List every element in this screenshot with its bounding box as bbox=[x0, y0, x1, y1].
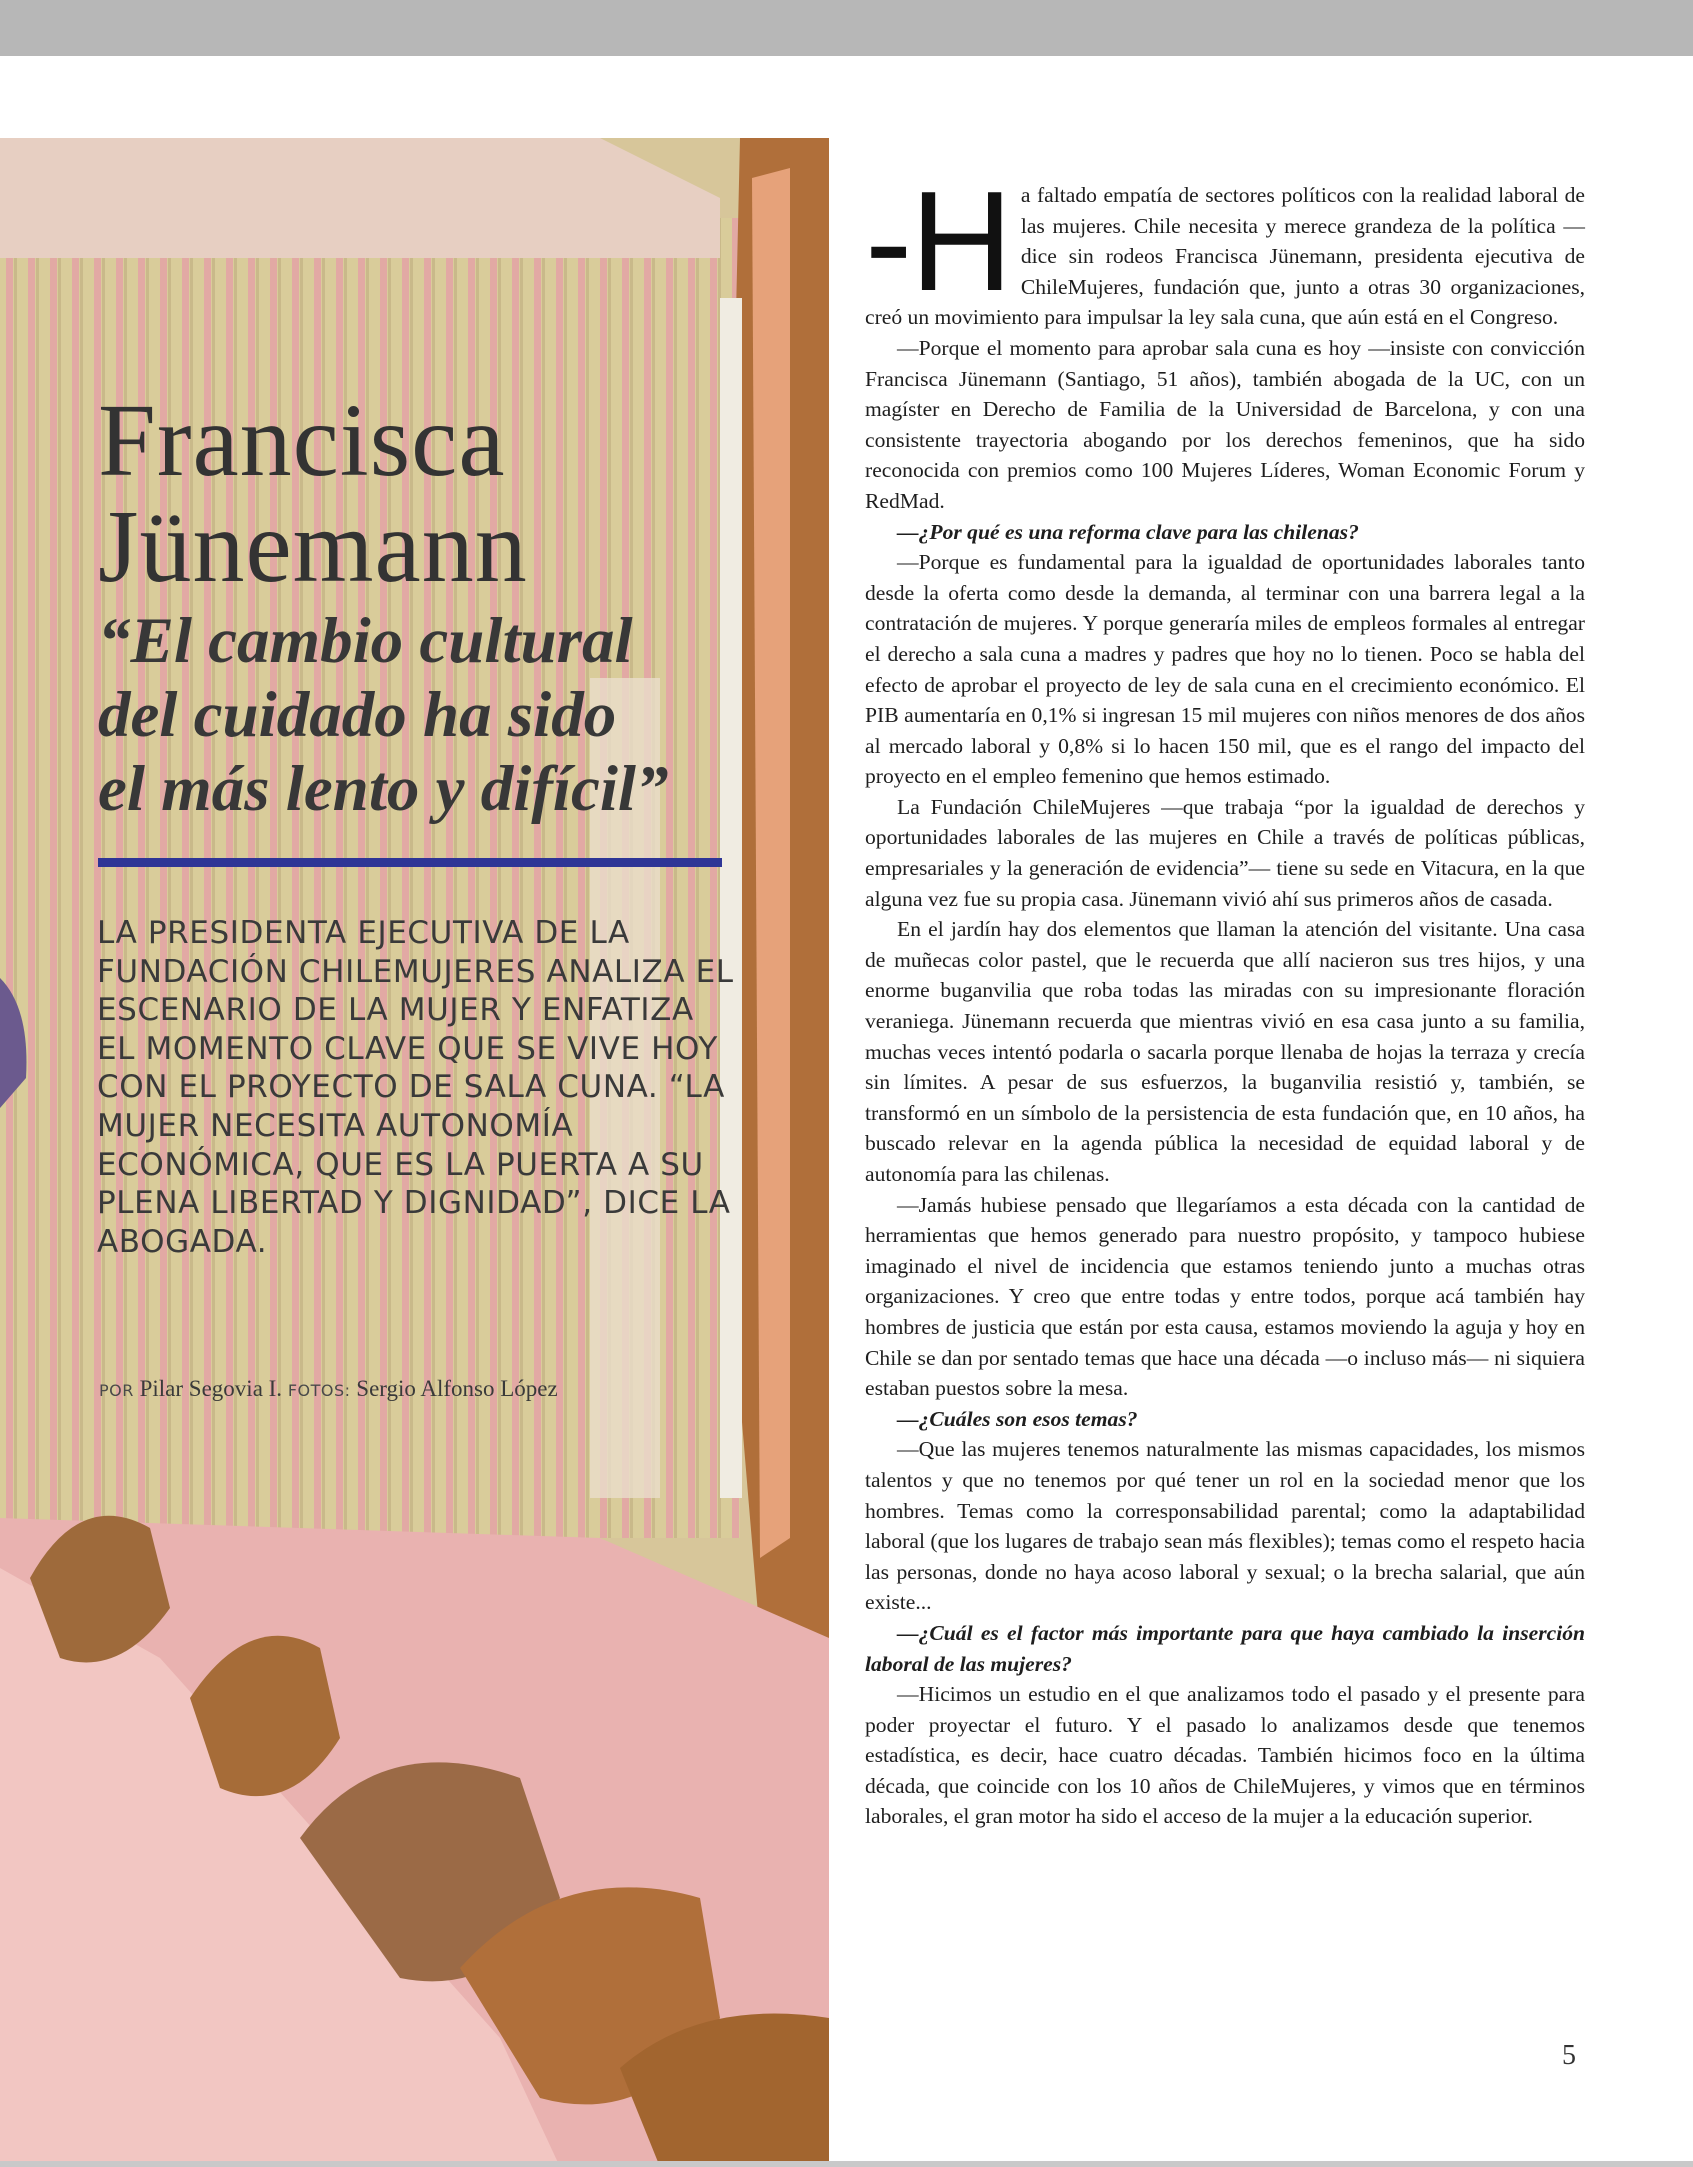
paragraph: a faltado empatía de sectores políticos con la realidad laboral de las mujeres. Chile necesita y merece grandeza de la política —dice sin rodeos Francisca Jünemann, presidenta ejecutiva de ChileMujeres, fundación que, junto a otras 30 organizaciones, creó un movimiento para impulsar la ley sala cuna, que aún está en el Congreso. bbox=[865, 183, 1585, 330]
paragraph: —Porque el momento para aprobar sala cuna es hoy —insiste con convicción Francisca Jünemann (Santiago, 51 años), también abogada de la UC, con un magíster en Derecho de Familia de la Universidad de Barcelona, y con una consistente trayectoria abogando por los derechos femeninos, que ha sido reconocida con premios como 100 Mujeres Líderes, Woman Economic Forum y RedMad. bbox=[865, 335, 1585, 513]
interview-question: —¿Cuáles son esos temas? bbox=[897, 1406, 1138, 1431]
headline-divider bbox=[98, 858, 722, 867]
article-title bbox=[98, 383, 738, 604]
article-subtitle bbox=[98, 604, 738, 826]
paragraph: —Jamás hubiese pensado que llegaríamos a esta década con la cantidad de herramientas que hemos generado para nuestro propósito, y tampoco hubiese imaginado el nivel de incidencia que estamos teniendo junto a muchas otras organizaciones. Y creo que entre todas y entre todos, porque acá también hay hombres de justicia que están por esta causa, estamos moviendo la aguja y hoy en Chile se dan por sentado temas que hace una década —o incluso más— ni siquiera estaban puestos sobre la mesa. bbox=[865, 1192, 1585, 1401]
viewer-top-bar bbox=[0, 0, 1693, 56]
subtitle-line-1: “El cambio cultural bbox=[98, 605, 633, 677]
headline-block bbox=[98, 383, 738, 826]
interview-question: —¿Cuál es el factor más importante para que haya cambiado la inserción laboral de las mujeres? bbox=[865, 1620, 1585, 1676]
title-line-2: Jünemann bbox=[98, 489, 528, 604]
photographer-name: Sergio Alfonso López bbox=[356, 1376, 558, 1401]
title-line-1: Francisca bbox=[98, 383, 506, 498]
author-label: POR bbox=[99, 1381, 134, 1400]
interview-question: —¿Por qué es una reforma clave para las chilenas? bbox=[897, 519, 1359, 544]
subtitle-line-3: el más lento y difícil” bbox=[98, 753, 669, 825]
article-lede: LA PRESIDENTA EJECUTIVA DE LA FUNDACIÓN CHILEMUJERES ANALIZA EL ESCENARIO DE LA MUJER Y ENFATIZA EL MOMENTO CLAVE QUE SE VIVE HOY CON EL PROYECTO DE SALA CUNA. “LA MUJER NECESITA AUTONOMÍA ECONÓMICA, QUE ES LA PUERTA A SU PLENA LIBERTAD Y DIGNIDAD”, DICE LA ABOGADA. bbox=[97, 915, 734, 1260]
author-name: Pilar Segovia I. bbox=[139, 1376, 283, 1401]
paragraph: —Que las mujeres tenemos naturalmente las mismas capacidades, los mismos talentos y que no tenemos por qué tener un rol en la sociedad menor que los hombres. Temas como la corresponsabilidad parental; como la adaptabilidad laboral (que los lugares de trabajo sean más flexibles); temas como el respeto hacia las personas, donde no haya acoso laboral y sexual; o la brecha salarial, que aún existe... bbox=[865, 1437, 1585, 1615]
paragraph: La Fundación ChileMujeres —que trabaja “por la igualdad de derechos y oportunidades laborales de las mujeres en Chile a través de políticas públicas, empresariales y la generación de evidencia”— tiene su sede en Vitacura, en la que alguna vez fue su propia casa. Jünemann vivió ahí sus primeros años de casada. bbox=[865, 794, 1585, 911]
drop-cap: -H bbox=[865, 162, 1011, 321]
viewer-bottom-edge bbox=[0, 2161, 1693, 2167]
paragraph: —Porque es fundamental para la igualdad de oportunidades laborales tanto desde la oferta como desde la demanda, al terminar con una barrera legal a la contratación de mujeres. Y porque generaría miles de empleos formales al entregar el derecho a sala cuna a madres y padres que hoy no lo tienen. Poco se habla del efecto de aprobar el proyecto de ley de sala cuna en el crecimiento económico. El PIB aumentaría en 0,1% si ingresan 15 mil mujeres con niños menores de dos años al mercado laboral y 0,8% si lo hacen 150 mil, que es el rango del impacto del proyecto en el empleo femenino que hemos estimado. bbox=[865, 550, 1585, 789]
photo-label: FOTOS: bbox=[287, 1381, 351, 1400]
page-number: 5 bbox=[1562, 2040, 1576, 2071]
byline bbox=[99, 1376, 759, 1402]
paragraph: En el jardín hay dos elementos que llaman la atención del visitante. Una casa de muñecas color pastel, que le recuerda que allí nacieron sus tres hijos, y una enorme buganvilia que roba todas las miradas con su impresionante floración veraniega. Jünemann recuerda que mientras vivió en esa casa junto a su familia, muchas veces intentó podarla o sacarla porque llenaba de hojas la terraza y crecía sin límites. A pesar de sus esfuerzos, la buganvilia resistió y, también, se transformó en un símbolo de la persistencia de esta fundación que, en 10 años, ha buscado relevar en la agenda pública la necesidad de equidad laboral y de autonomía para las chilenas. bbox=[865, 917, 1585, 1186]
paragraph: —Hicimos un estudio en el que analizamos todo el pasado y el presente para poder proyectar el futuro. Y el pasado lo analizamos desde que tenemos estadística, es decir, hace cuatro décadas. También hicimos foco en la última década, que coincide con los 10 años de ChileMujeres, y vimos que en términos laborales, el gran motor ha sido el acceso de la mujer a la educación superior. bbox=[865, 1682, 1585, 1829]
article-body bbox=[865, 162, 1585, 1832]
subtitle-line-2: del cuidado ha sido bbox=[98, 679, 617, 751]
